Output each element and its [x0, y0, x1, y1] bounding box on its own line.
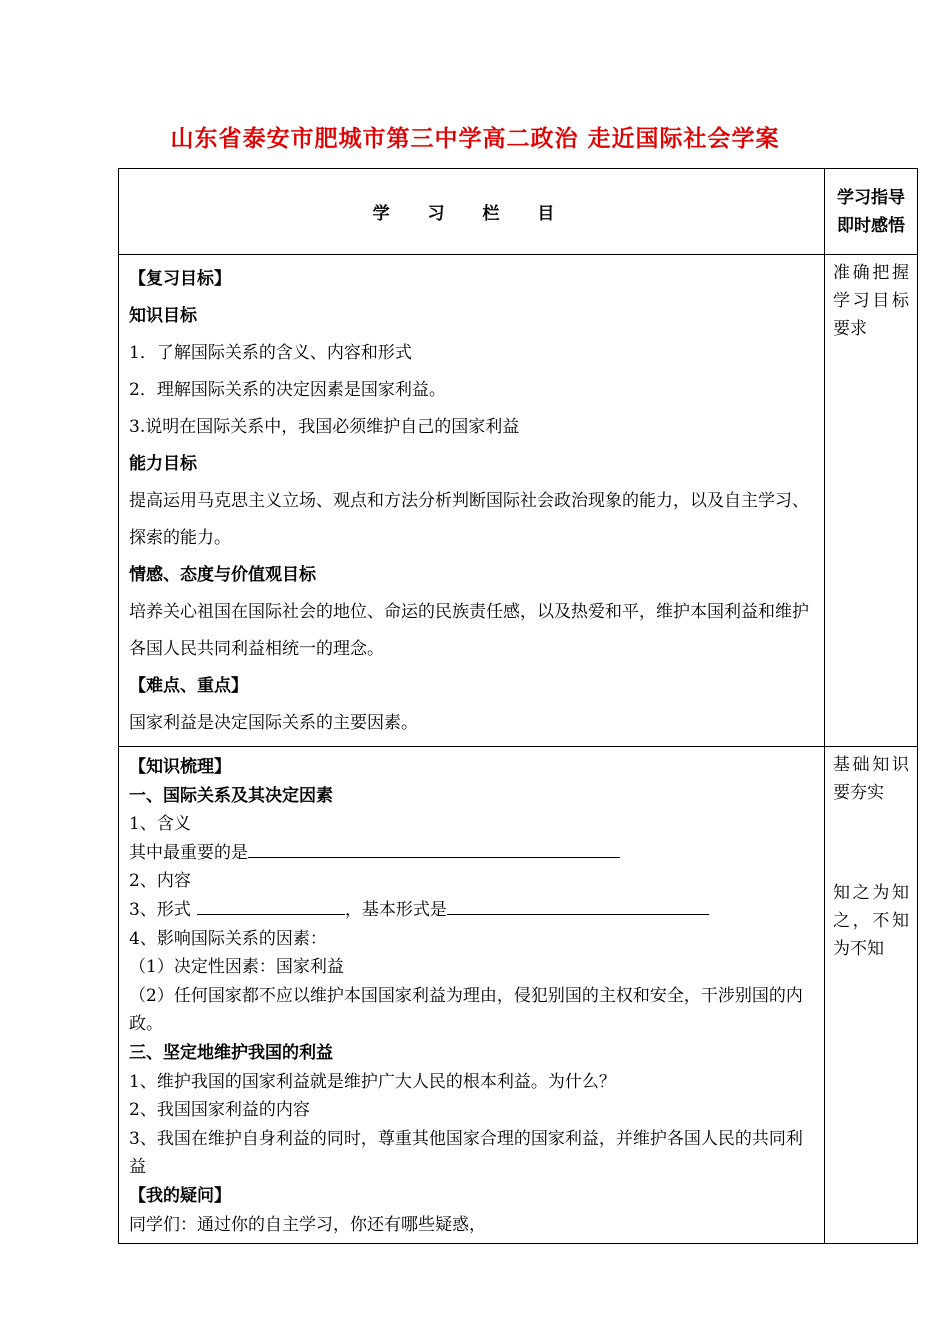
section-1-heading: 一、国际关系及其决定因素 [129, 785, 333, 806]
study-table [118, 168, 918, 1244]
form-label: 3、形式 [129, 899, 191, 920]
ability-goal-heading: 能力目标 [129, 454, 197, 474]
doubt-heading: 【我的疑问】 [129, 1185, 231, 1206]
knowledge-goal-3: 3.说明在国际关系中，我国必须维护自己的国家利益 [129, 417, 520, 437]
knowledge-goal-heading: 知识目标 [129, 306, 197, 326]
ability-goal-text: 提高运用马克思主义立场、观点和方法分析判断国际社会政治现象的能力，以及自主学习、探索的能力。 [129, 491, 809, 548]
header-side: 学习指导即时感悟 [825, 169, 918, 255]
question-3: 3、我国在维护自身利益的同时，尊重其他国家合理的国家利益，并维护各国人民的共同利益 [129, 1128, 803, 1178]
fill-blank [447, 896, 709, 915]
factors-item: 4、影响国际关系的因素： [129, 928, 327, 949]
side-note-gap [833, 807, 909, 879]
knowledge-row [119, 747, 918, 1244]
emotion-goal-text: 培养关心祖国在国际社会的地位、命运的民族责任感，以及热爱和平，维护本国利益和维护各国人民共同利益相统一的理念。 [129, 602, 809, 659]
form-item [129, 896, 814, 925]
knowledge-goal-2: 2．理解国际关系的决定因素是国家利益。 [129, 380, 446, 400]
doubt-text: 同学们：通过你的自主学习，你还有哪些疑惑， [129, 1214, 486, 1235]
most-important-item [129, 839, 814, 868]
emotion-goal-heading: 情感、态度与价值观目标 [129, 565, 316, 585]
review-side-note: 准确把握学习目标要求 [825, 255, 918, 747]
review-heading: 【复习目标】 [129, 269, 231, 289]
question-1: 1、维护我国的国家利益就是维护广大人民的根本利益。为什么？ [129, 1071, 616, 1092]
fill-blank [248, 839, 620, 858]
page-title: 山东省泰安市肥城市第三中学高二政治 走近国际社会学案 [170, 126, 780, 152]
factor-2: （2）任何国家都不应以维护本国国家利益为理由，侵犯别国的主权和安全，干涉别国的内政。 [129, 985, 803, 1035]
fill-blank [197, 896, 345, 915]
meaning-item: 1、含义 [129, 814, 191, 835]
knowledge-side-notes [825, 747, 918, 1244]
knowledge-cell [119, 747, 825, 1244]
header-main: 学 习 栏 目 [119, 169, 825, 255]
most-important-label: 其中最重要的是 [129, 842, 248, 863]
basic-form-label: ，基本形式是 [344, 899, 447, 920]
review-cell [119, 255, 825, 747]
table-header-row [119, 169, 918, 255]
knowledge-heading: 【知识梳理】 [129, 757, 231, 777]
factor-1: （1）决定性因素：国家利益 [129, 957, 344, 978]
key-points-heading: 【难点、重点】 [129, 676, 248, 696]
knowledge-goal-1: 1．了解国际关系的含义、内容和形式 [129, 343, 412, 363]
review-row [119, 255, 918, 747]
section-3-heading: 三、坚定地维护我国的利益 [129, 1042, 333, 1063]
question-2: 2、我国国家利益的内容 [129, 1100, 310, 1121]
side-note-basics: 基础知识要夯实 [833, 755, 909, 803]
content-item: 2、内容 [129, 871, 191, 892]
key-points-text: 国家利益是决定国际关系的主要因素。 [129, 713, 418, 733]
side-note-know: 知之为知之，不知为不知 [833, 883, 909, 959]
